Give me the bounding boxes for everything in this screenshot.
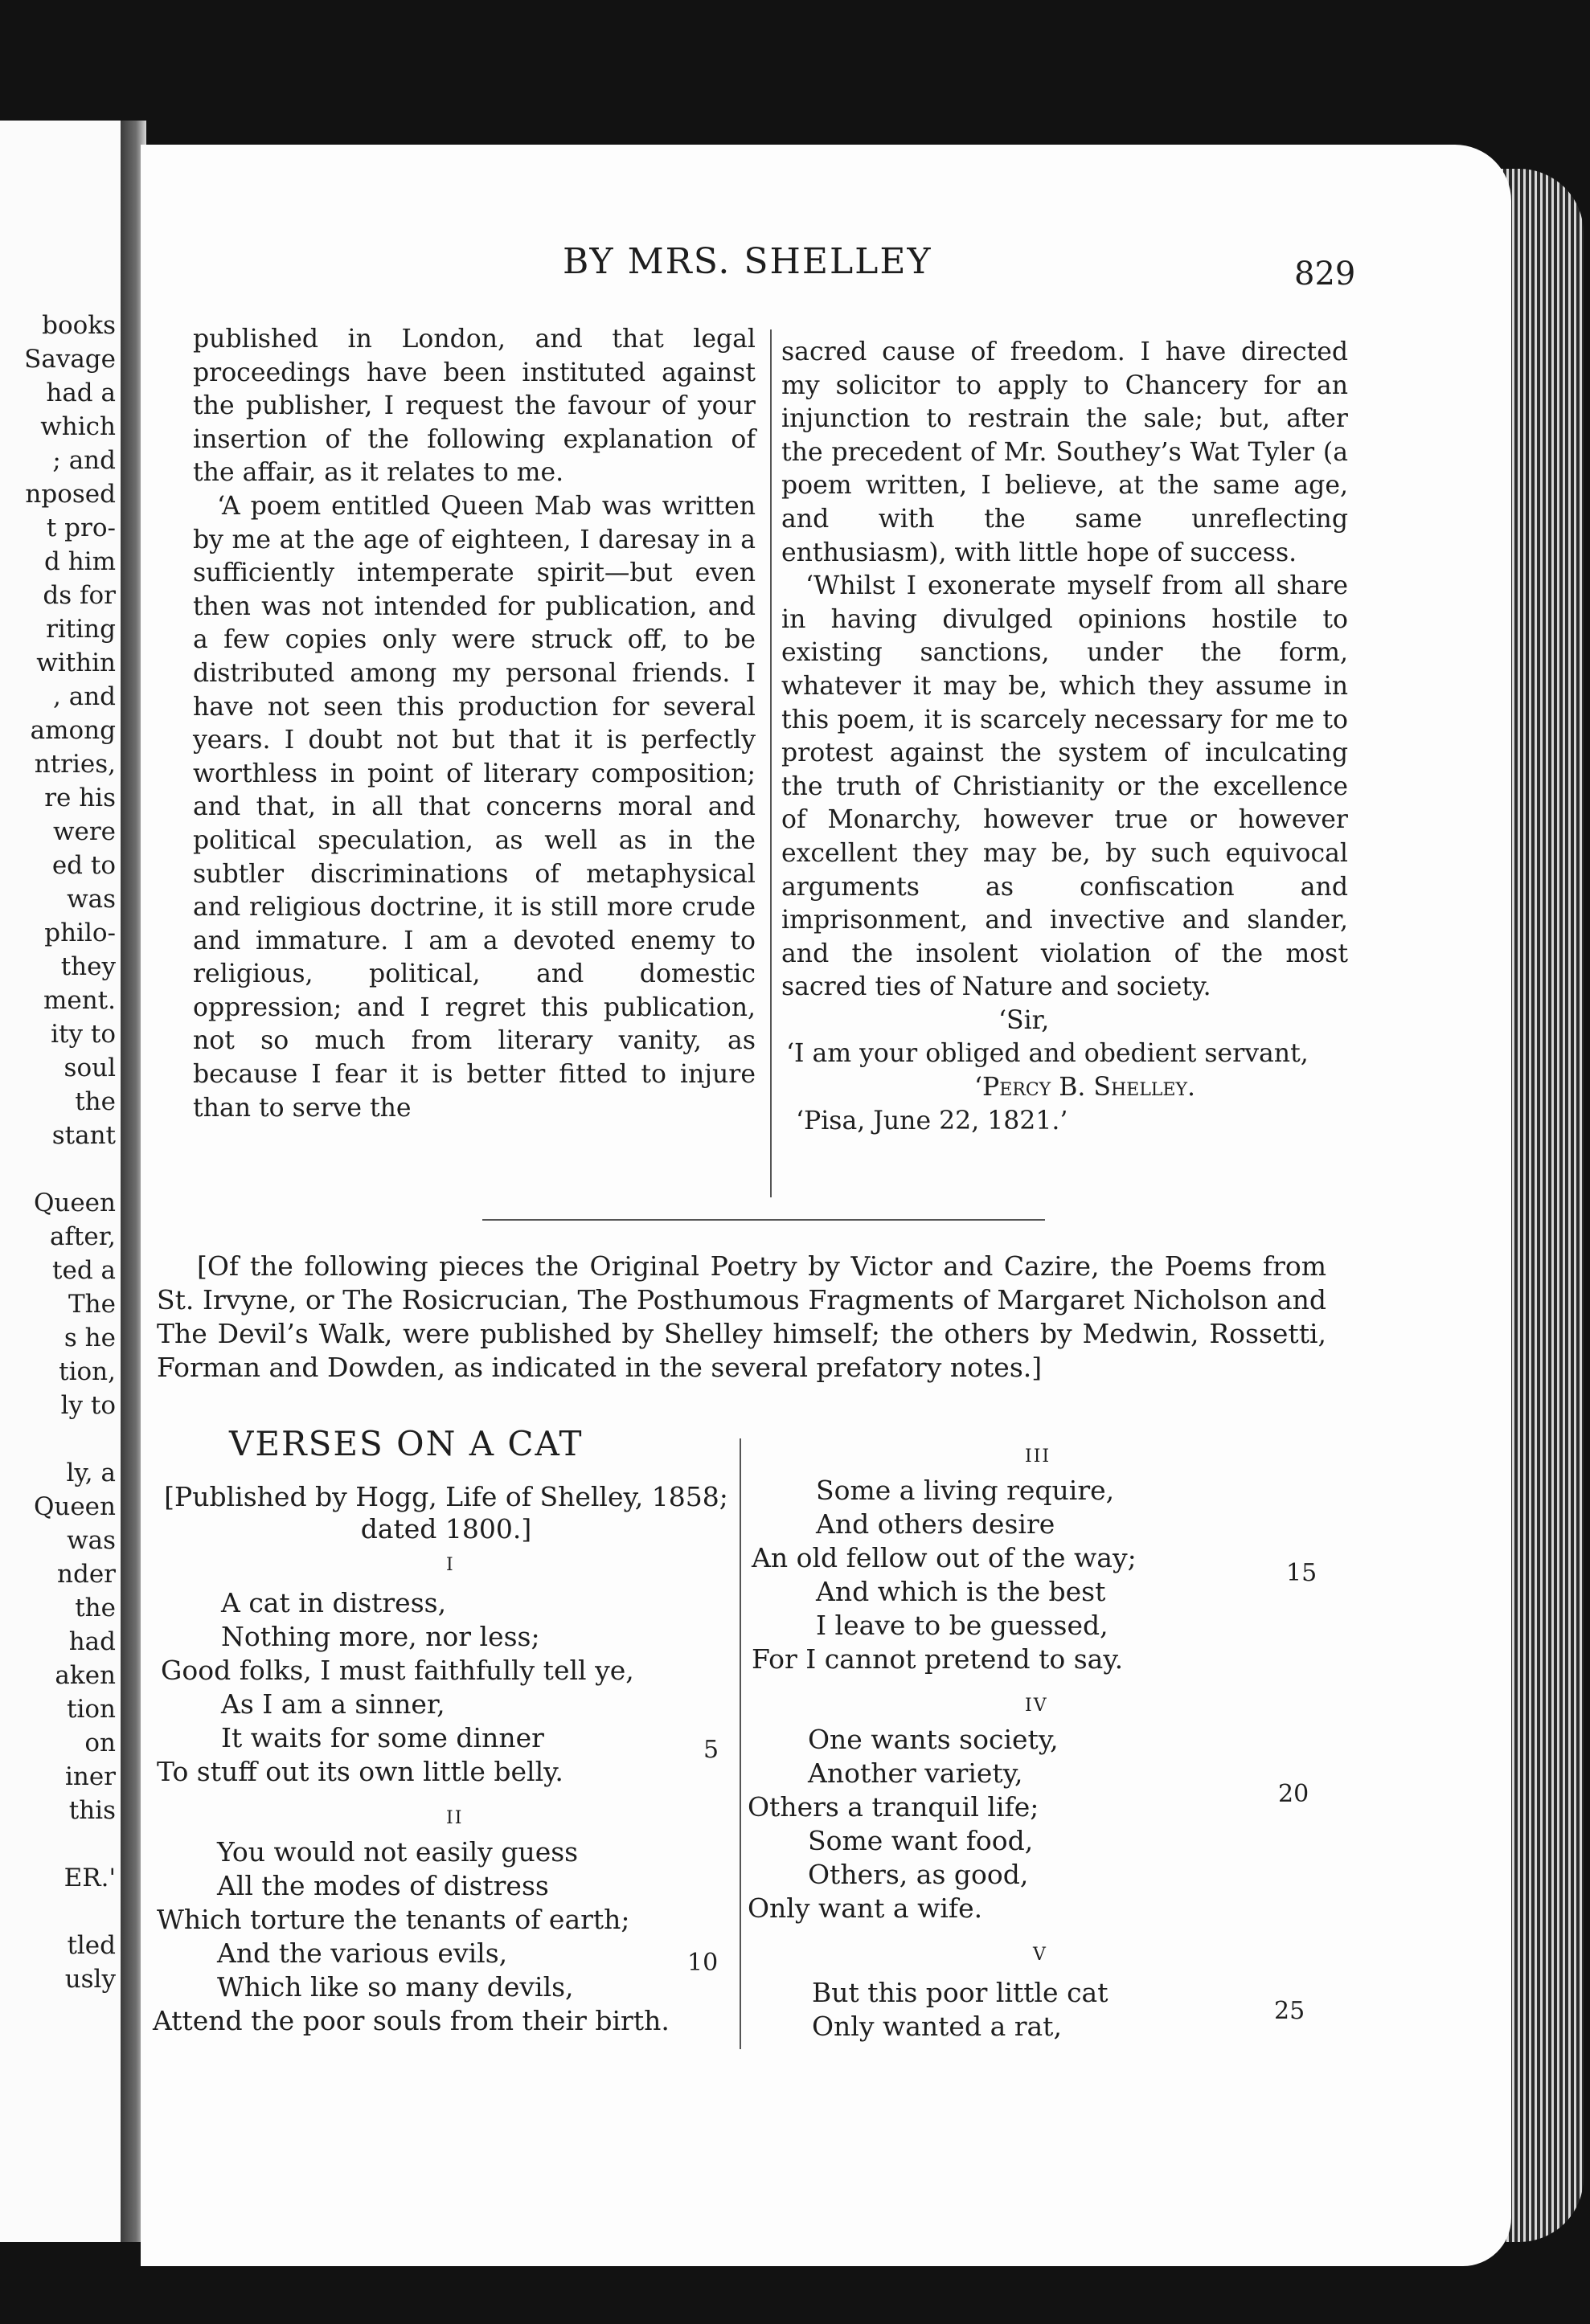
previous-page-fragment: iner [64,1762,116,1791]
verse-line: A cat in distress, [221,1587,447,1618]
running-head: BY MRS. SHELLEY [563,241,932,282]
verse-line: Only want a wife. [748,1892,983,1924]
previous-page-fragment: ly to [60,1391,116,1420]
previous-page-fragment: on [84,1729,116,1757]
previous-page-fragment: had [68,1627,116,1656]
letter-left-column [193,323,756,1125]
line-number: 20 [1278,1780,1309,1808]
previous-page-fragment: books [42,311,116,340]
previous-page-fragment: the [75,1087,116,1116]
previous-page-fragment: ed to [51,851,116,880]
previous-page-fragment: they [60,952,116,981]
previous-page-fragment: tion, [59,1357,116,1386]
verse-line: But this poor little cat [812,1977,1108,2008]
previous-page-fragment: were [52,817,116,846]
previous-page-fragment: t pro- [46,513,116,542]
previous-page-fragment: ; and [52,446,116,475]
verse-line: Another variety, [808,1757,1023,1789]
previous-page-fragment: stant [51,1121,116,1150]
stanza-number: V [1033,1945,1047,1965]
verse-line: Attend the poor souls from their birth. [153,2005,670,2036]
previous-page-fragment: among [30,716,116,745]
verse-line: Which torture the tenants of earth; [157,1904,630,1935]
previous-page-edge [0,121,121,2242]
verse-line: And which is the best [816,1576,1106,1607]
previous-page-fragment: riting [46,615,116,644]
verse-line: And others desire [816,1508,1055,1540]
previous-page-fragment: s he [64,1324,116,1352]
previous-page-fragment: ds for [43,581,116,610]
section-rule [482,1219,1045,1221]
letter-paragraph: ‘A poem entitled Queen Mab was written by me at the age of eighteen, I daresay in a sufficiently intemperate spirit—but even then was not intended for publication, and a few copies only were struck off, to be distributed among my personal friends. I have not seen this production for several years. I doubt not but that it is perfectly worthless in point of literary composition; and that, in all that concerns moral and political speculation, as well as in the subtler discriminations of metaphysical and religious doctrine, it is still more crude and immature. I am a devoted enemy to religious, political, and domestic oppression; and I regret this publication, not so much from literary vanity, as because I fear it is better fitted to injure than to serve the [193,491,756,1123]
letter-salutation: ‘Sir, [998,1005,1050,1035]
line-number: 15 [1286,1559,1317,1587]
verse-line: Others, as good, [808,1859,1029,1890]
letter-right-column [781,336,1348,1138]
previous-page-fragment: ly, a [66,1459,116,1487]
poem-source-note: [Published by Hogg, Life of Shelley, 1858; dated 1800.] [164,1481,728,1545]
verse-line: Only wanted a rat, [812,2011,1062,2042]
letter-paragraph: published in London, and that legal proceedings have been instituted against the publisher, I request the favour of your insertion of the following explanation of the affair, as it relates to me. [193,325,756,488]
letter-signature: ‘Percy B. Shelley. [974,1073,1196,1103]
letter-closing: ‘I am your obliged and obedient servant, [786,1039,1309,1069]
letter-paragraph: sacred cause of freedom. I have directed my solicitor to apply to Chancery for an injunction to restrain the sale; but, after the precedent of Mr. Southey’s Wat Tyler (a poem written, I believe, at the same age, and with the same unreflecting enthusiasm), with little hope of success. [781,338,1348,567]
previous-page-fragment: tled [67,1931,116,1960]
verse-line: You would not easily guess [217,1836,579,1868]
previous-page-fragment: re his [44,784,116,812]
previous-page-fragment: which [40,412,116,441]
previous-page-fragment: Queen [33,1492,116,1521]
line-number: 5 [703,1736,719,1764]
stanza-number: I [446,1555,455,1575]
stanza-number: IV [1025,1696,1048,1716]
previous-page-fragment: was [67,1526,116,1555]
previous-page-fragment: ER.' [64,1864,116,1892]
previous-page-fragment: soul [64,1054,116,1082]
previous-page-fragment: ity to [51,1020,116,1049]
previous-page-fragment: nposed [25,480,116,509]
line-number: 10 [687,1949,719,1977]
page-number: 829 [1294,256,1356,293]
previous-page-fragment: Savage [24,345,116,374]
stanza-number: III [1025,1446,1051,1467]
previous-page-fragment: ment. [43,986,116,1015]
previous-page-fragment: the [75,1594,116,1622]
previous-page-fragment: tion [66,1695,116,1724]
previous-page-fragment: ntries, [34,750,116,779]
verse-line: To stuff out its own little belly. [157,1756,563,1787]
editorial-note: [Of the following pieces the Original Poetry by Victor and Cazire, the Poems from St. Irvyne, or The Rosicrucian, The Posthumous Fragments of Margaret Nicholson and The Devil’s Walk, were published by Shelley himself; the others by Medwin, Rossetti, Forman and Dowden, as indicated in the several prefatory notes.] [157,1250,1326,1383]
previous-page-fragment: this [68,1796,116,1825]
verse-line: Some want food, [808,1825,1034,1856]
previous-page-fragment: , and [53,682,116,711]
previous-page-fragment: after, [49,1222,116,1251]
previous-page-fragment: was [67,885,116,914]
verse-line: It waits for some dinner [221,1722,544,1753]
previous-page-fragment: had a [46,378,116,407]
verse-line: One wants society, [808,1724,1059,1755]
verse-line: For I cannot pretend to say. [752,1643,1124,1675]
verse-line: An old fellow out of the way; [752,1542,1137,1573]
verse-line: And the various evils, [217,1937,508,1969]
previous-page-fragment: nder [57,1560,116,1589]
letter-dateline: ‘Pisa, June 22, 1821.’ [796,1106,1068,1135]
verse-line: I leave to be guessed, [816,1610,1108,1641]
verse-line: Nothing more, nor less; [221,1621,540,1652]
previous-page-fragment: usly [64,1965,116,1994]
previous-page-fragment: aken [55,1661,116,1690]
verse-line: All the modes of distress [217,1870,549,1901]
poem-column-rule [740,1438,741,2049]
verse-line: Some a living require, [816,1475,1115,1506]
verse-line: Good folks, I must faithfully tell ye, [161,1655,634,1686]
previous-page-fragment: Queen [33,1189,116,1217]
verse-line: As I am a sinner, [221,1688,445,1720]
verse-line: Which like so many devils, [217,1971,574,2003]
previous-page-fragment: The [68,1290,116,1319]
previous-page-fragment: d him [44,547,116,576]
letter-paragraph: ‘Whilst I exonerate myself from all share in having divulged opinions hostile to existing sanctions, under the form, whatever it may be, which they assume in this poem, it is scarcely necessary for me to protest against the system of inculcating the truth of Christianity or the excellence of Monarchy, however true or however excellent they may be, by such equivocal arguments as confiscation and imprisonment, and invective and slander, and the insolent violation of the most sacred ties of Nature and society. [781,571,1348,1002]
previous-page-fragment: ted a [52,1256,116,1285]
previous-page-fragment: philo- [44,919,116,947]
verse-line: Others a tranquil life; [748,1791,1039,1823]
column-rule [770,329,772,1197]
previous-page-fragment: within [36,649,116,677]
line-number: 25 [1274,1997,1305,2025]
poem-title: VERSES ON A CAT [229,1424,584,1463]
stanza-number: II [446,1808,464,1828]
